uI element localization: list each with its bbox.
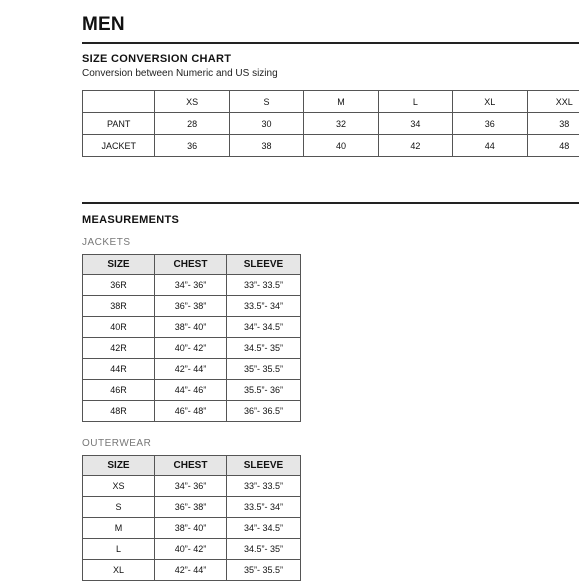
table-cell: 42”- 44” (155, 560, 227, 581)
table-row (83, 380, 301, 401)
table-row (83, 317, 301, 338)
table-cell: XS (83, 476, 155, 497)
table-cell: 36R (83, 275, 155, 296)
table-cell: 38”- 40” (155, 317, 227, 338)
column-header: XL (453, 91, 527, 113)
table-cell: 38R (83, 296, 155, 317)
table-cell: 44R (83, 359, 155, 380)
table-cell: 33”- 33.5” (227, 476, 301, 497)
table-cell: L (83, 539, 155, 560)
table-cell: 36”- 38” (155, 497, 227, 518)
column-header (83, 91, 155, 113)
table-header-row (83, 255, 301, 275)
table-cell: 34”- 34.5” (227, 518, 301, 539)
conversion-subtext: Conversion between Numeric and US sizing (82, 68, 278, 79)
table-cell: 44 (453, 135, 527, 157)
table-row (83, 476, 301, 497)
column-header: SLEEVE (227, 255, 301, 275)
column-header: M (304, 91, 378, 113)
column-header: XS (155, 91, 229, 113)
table-cell: 38”- 40” (155, 518, 227, 539)
table-cell: 34.5”- 35” (227, 338, 301, 359)
table-cell: 38 (527, 113, 579, 135)
table-cell: 38 (229, 135, 303, 157)
section-divider-measurements (82, 202, 579, 204)
table-cell: 42R (83, 338, 155, 359)
table-cell: 34”- 36” (155, 275, 227, 296)
column-header: CHEST (155, 456, 227, 476)
conversion-heading: SIZE CONVERSION CHART (82, 53, 231, 65)
measurements-heading: MEASUREMENTS (82, 214, 179, 226)
table-cell: 46R (83, 380, 155, 401)
table-row (83, 113, 579, 135)
table-cell: 36”- 38” (155, 296, 227, 317)
outerwear-measurement-table (82, 455, 301, 581)
page-title: MEN (82, 14, 125, 36)
table-cell: XL (83, 560, 155, 581)
table-cell: 48 (527, 135, 579, 157)
table-cell: 32 (304, 113, 378, 135)
column-header: SLEEVE (227, 456, 301, 476)
column-header: XXL (527, 91, 579, 113)
table-row (83, 497, 301, 518)
table-cell: 35.5”- 36” (227, 380, 301, 401)
jackets-measurement-table (82, 254, 301, 422)
table-cell: 30 (229, 113, 303, 135)
table-cell: 46”- 48” (155, 401, 227, 422)
table-cell: 36 (155, 135, 229, 157)
table-row (83, 560, 301, 581)
table-cell: 34 (378, 113, 452, 135)
table-cell: 44”- 46” (155, 380, 227, 401)
table-cell: 48R (83, 401, 155, 422)
table-cell: 40”- 42” (155, 539, 227, 560)
table-row (83, 359, 301, 380)
table-cell: 33”- 33.5” (227, 275, 301, 296)
table-cell: 35”- 35.5” (227, 359, 301, 380)
table-cell: 35”- 35.5” (227, 560, 301, 581)
table-cell: 33.5”- 34” (227, 497, 301, 518)
outerwear-heading: OUTERWEAR (82, 438, 151, 449)
table-cell: 40 (304, 135, 378, 157)
table-cell: M (83, 518, 155, 539)
table-row (83, 338, 301, 359)
table-cell: 40R (83, 317, 155, 338)
table-cell: S (83, 497, 155, 518)
table-cell: 33.5”- 34” (227, 296, 301, 317)
table-row (83, 518, 301, 539)
table-cell: 40”- 42” (155, 338, 227, 359)
table-cell: 28 (155, 113, 229, 135)
table-header-row (83, 456, 301, 476)
column-header: L (378, 91, 452, 113)
table-cell: 42 (378, 135, 452, 157)
table-row (83, 401, 301, 422)
size-conversion-table (82, 90, 579, 157)
row-label: JACKET (83, 135, 155, 157)
table-cell: 34”- 36” (155, 476, 227, 497)
table-cell: 34”- 34.5” (227, 317, 301, 338)
table-row (83, 296, 301, 317)
table-row (83, 539, 301, 560)
column-header: SIZE (83, 255, 155, 275)
table-cell: 34.5”- 35” (227, 539, 301, 560)
row-label: PANT (83, 113, 155, 135)
section-divider-top (82, 42, 579, 44)
table-row (83, 135, 579, 157)
table-cell: 36 (453, 113, 527, 135)
column-header: SIZE (83, 456, 155, 476)
column-header: S (229, 91, 303, 113)
jackets-heading: JACKETS (82, 237, 131, 248)
table-row (83, 275, 301, 296)
table-cell: 42”- 44” (155, 359, 227, 380)
table-header-row (83, 91, 579, 113)
table-cell: 36”- 36.5” (227, 401, 301, 422)
column-header: CHEST (155, 255, 227, 275)
